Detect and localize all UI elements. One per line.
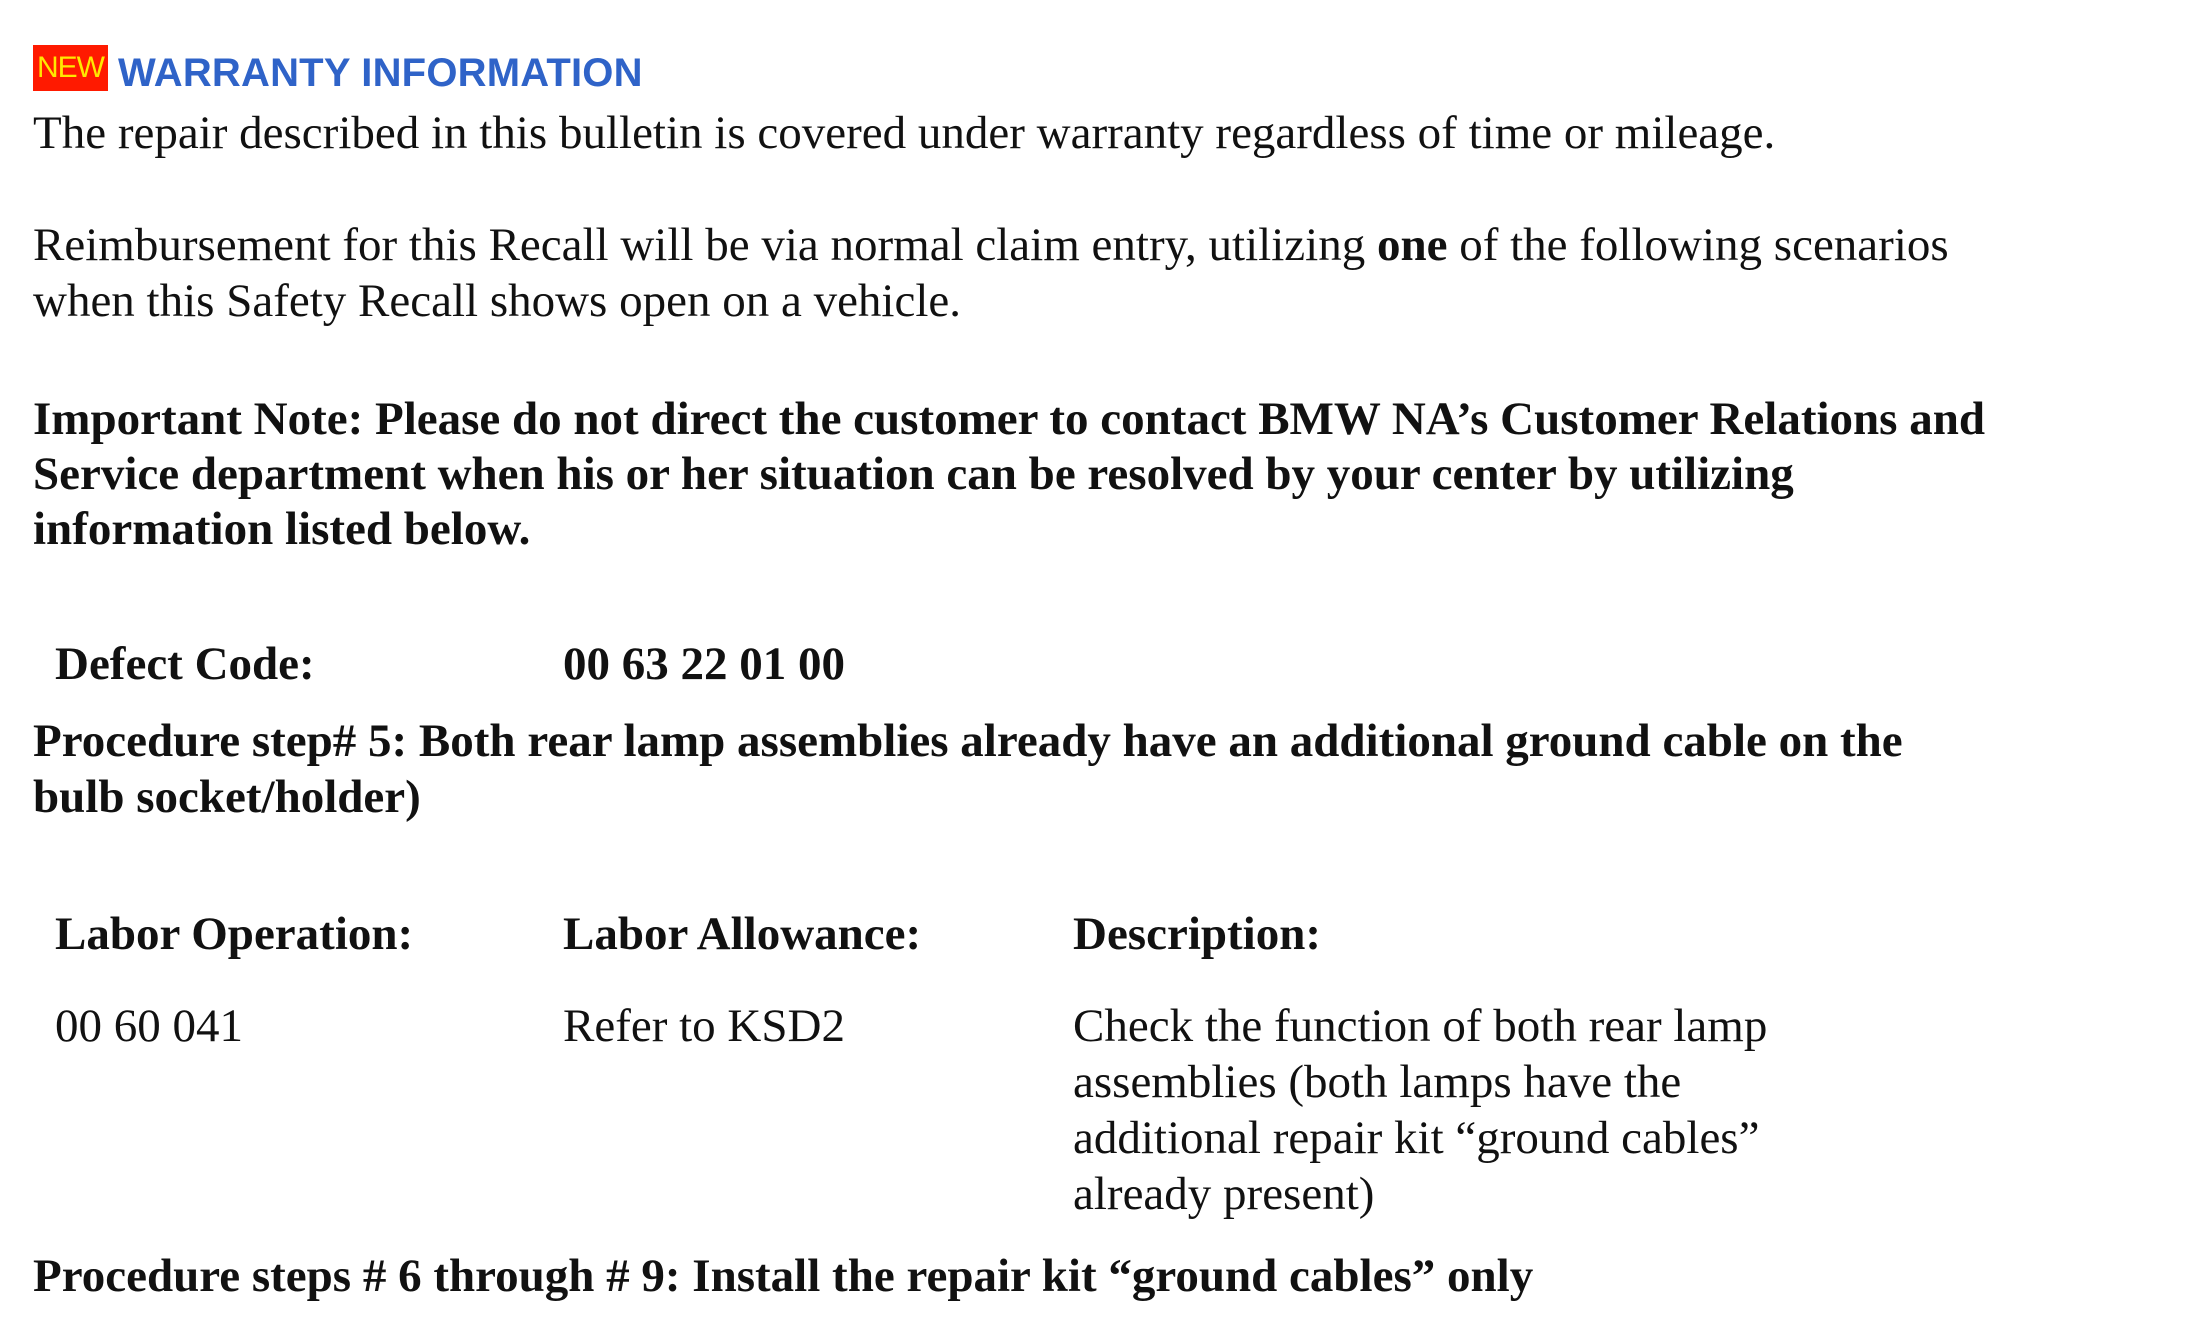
labor-allowance-header: Labor Allowance: <box>563 908 922 960</box>
new-badge: NEW <box>33 45 108 91</box>
defect-code-value: 00 63 22 01 00 <box>563 638 845 690</box>
description-line-4: already present) <box>1073 1168 1375 1220</box>
warranty-header <box>33 45 643 101</box>
important-note-line-3: information listed below. <box>33 503 531 555</box>
reimbursement-text-end: of the following scenarios <box>1447 219 1949 271</box>
labor-operation-value: 00 60 041 <box>55 1000 243 1052</box>
reimbursement-text-start: Reimbursement for this Recall will be via normal claim entry, utilizing <box>33 219 1377 271</box>
labor-operation-header: Labor Operation: <box>55 908 414 960</box>
reimbursement-emphasis: one <box>1376 219 1448 271</box>
warranty-title: WARRANTY INFORMATION <box>118 51 643 95</box>
reimbursement-line-2: when this Safety Recall shows open on a vehicle. <box>33 275 962 327</box>
description-line-2: assemblies (both lamps have the <box>1073 1056 1682 1108</box>
description-header: Description: <box>1073 908 1322 960</box>
procedure-step-5-line-1: Procedure step# 5: Both rear lamp assemblies already have an additional ground cable on the <box>33 715 1903 767</box>
description-line-1: Check the function of both rear lamp <box>1073 1000 1768 1052</box>
important-note-line-2: Service department when his or her situation can be resolved by your center by utilizing <box>33 448 1794 500</box>
coverage-statement: The repair described in this bulletin is covered under warranty regardless of time or mileage. <box>33 107 1776 159</box>
procedure-steps-6-9: Procedure steps # 6 through # 9: Install the repair kit “ground cables” only <box>33 1250 1534 1302</box>
reimbursement-line-1 <box>33 217 1949 273</box>
defect-code-label: Defect Code: <box>55 638 315 690</box>
procedure-step-5-line-2: bulb socket/holder) <box>33 771 421 823</box>
description-line-3: additional repair kit “ground cables” <box>1073 1112 1760 1164</box>
labor-allowance-value: Refer to KSD2 <box>563 1000 845 1052</box>
important-note-line-1: Important Note: Please do not direct the customer to contact BMW NA’s Customer Relations and <box>33 393 1985 445</box>
